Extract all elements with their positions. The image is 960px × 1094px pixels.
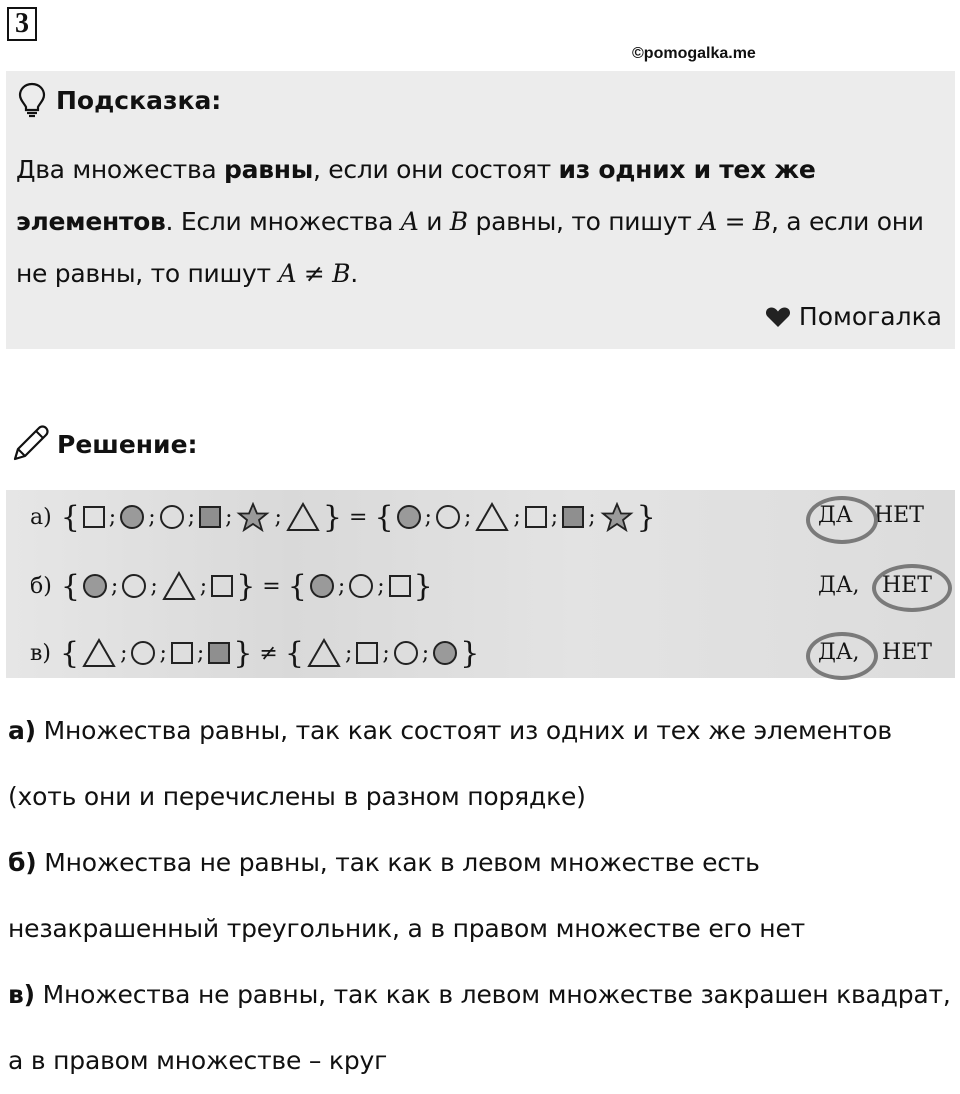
answer-no-b: НЕТ (882, 573, 932, 598)
hint-title: Подсказка: (56, 85, 222, 115)
empty-triangle-icon (162, 571, 196, 601)
var-a: A (400, 207, 419, 236)
answer-c (8, 962, 953, 1094)
watermark: ©pomogalka.me (632, 45, 756, 62)
pencil-icon (9, 423, 51, 465)
separator: ; (377, 573, 385, 599)
answer-c-text: Множества не равны, так как в левом множестве закрашен квадрат, а в правом множестве – круг (8, 980, 951, 1075)
answer-b (8, 830, 953, 962)
answer-yes-a: ДА (818, 503, 853, 528)
answer-a (8, 698, 953, 830)
selected-answer-ring (806, 496, 878, 544)
empty-triangle-icon (307, 638, 341, 668)
empty-square-icon (211, 575, 233, 597)
heart-icon (765, 306, 791, 328)
empty-square-icon (171, 642, 193, 664)
hint-bold-same-elements: из одних и тех же элементов (16, 155, 816, 236)
separator: ; (588, 504, 596, 530)
solution-header (9, 420, 198, 468)
open-brace: { (284, 635, 304, 671)
empty-circle-icon (394, 641, 418, 665)
answer-a-text: Множества равны, так как состоят из одних и тех же элементов (хоть они и перечислены в разном порядке) (8, 716, 892, 811)
answer-no-c: НЕТ (882, 640, 932, 665)
row-label: а) (30, 504, 52, 530)
hint-text-3: . Если множества (165, 207, 401, 236)
answer-b-text: Множества не равны, так как в левом множестве есть незакрашенный треугольник, а в правом множестве его нет (8, 848, 805, 943)
relation: = (349, 504, 368, 530)
hint-text-2: , если они состоят (313, 155, 559, 184)
hint-text (16, 144, 944, 300)
separator: ; (463, 504, 472, 530)
answer-a-label: а) (8, 716, 36, 745)
open-brace: { (60, 568, 80, 604)
inequality-formula: A ≠ B (278, 259, 351, 288)
empty-square-icon (525, 506, 547, 528)
selected-answer-ring (872, 564, 952, 612)
separator: ; (150, 573, 158, 599)
answer-b-label: б) (8, 848, 37, 877)
hint-text-6: , а если они не равны, то пишут (16, 207, 924, 288)
row-label: б) (30, 573, 52, 599)
hint-bold-equal: равны (224, 155, 314, 184)
close-brace: } (413, 568, 433, 604)
filled-circle-icon (310, 574, 334, 598)
relation: = (262, 573, 281, 599)
empty-circle-icon (131, 641, 155, 665)
separator: ; (225, 504, 233, 530)
separator: ; (196, 640, 205, 666)
star-icon (600, 502, 634, 532)
separator: ; (550, 504, 559, 530)
separator: ; (120, 640, 128, 666)
separator: ; (108, 504, 117, 530)
selected-answer-ring (806, 632, 878, 680)
empty-circle-icon (160, 505, 184, 529)
close-brace: } (236, 568, 256, 604)
set-row-b (30, 561, 436, 611)
empty-square-icon (83, 506, 105, 528)
close-brace: } (460, 635, 480, 671)
filled-circle-icon (83, 574, 107, 598)
filled-circle-icon (397, 505, 421, 529)
relation: ≠ (259, 640, 278, 666)
separator: ; (382, 640, 390, 666)
close-brace: } (322, 499, 342, 535)
answers-block (8, 698, 953, 1094)
close-brace: } (233, 635, 253, 671)
answer-yes-b: ДА, (818, 573, 860, 598)
empty-circle-icon (349, 574, 373, 598)
set-row-c (30, 628, 482, 678)
empty-triangle-icon (286, 502, 320, 532)
separator: ; (274, 504, 282, 530)
separator: ; (159, 640, 167, 666)
lightbulb-icon (18, 82, 46, 118)
equality-formula: A = B (699, 207, 771, 236)
separator: ; (187, 504, 196, 530)
brand-name: Помогалка (798, 302, 942, 331)
empty-circle-icon (436, 505, 460, 529)
separator: ; (424, 504, 432, 530)
open-brace: { (59, 635, 80, 671)
var-b: B (449, 207, 468, 236)
separator: ; (421, 640, 430, 666)
brand-signature (765, 302, 942, 331)
separator: ; (148, 504, 156, 530)
close-brace: } (636, 499, 656, 535)
hint-text-7: . (350, 259, 358, 288)
answer-yes-c: ДА, (818, 640, 860, 665)
open-brace: { (287, 568, 307, 604)
open-brace: { (60, 499, 80, 535)
separator: ; (513, 504, 521, 530)
task-number: 3 (7, 7, 37, 41)
hint-header (18, 80, 221, 120)
empty-triangle-icon (475, 502, 509, 532)
filled-circle-icon (433, 641, 457, 665)
filled-circle-icon (120, 505, 144, 529)
star-icon (236, 502, 270, 532)
hint-text-5: равны, то пишут (467, 207, 700, 236)
set-row-a (30, 492, 659, 542)
hint-text-4: и (418, 207, 450, 236)
hint-text-1: Два множества (16, 155, 225, 184)
answer-no-a: НЕТ (874, 503, 924, 528)
answer-c-label: в) (8, 980, 35, 1009)
empty-triangle-icon (82, 638, 116, 668)
separator: ; (337, 573, 346, 599)
open-brace: { (374, 499, 394, 535)
filled-square-icon (562, 506, 584, 528)
empty-square-icon (389, 575, 411, 597)
row-label: в) (30, 640, 51, 666)
filled-square-icon (208, 642, 230, 664)
separator: ; (199, 573, 208, 599)
separator: ; (110, 573, 119, 599)
filled-square-icon (199, 506, 221, 528)
separator: ; (344, 640, 353, 666)
solution-title: Решение: (57, 429, 198, 459)
empty-circle-icon (122, 574, 146, 598)
empty-square-icon (356, 642, 378, 664)
